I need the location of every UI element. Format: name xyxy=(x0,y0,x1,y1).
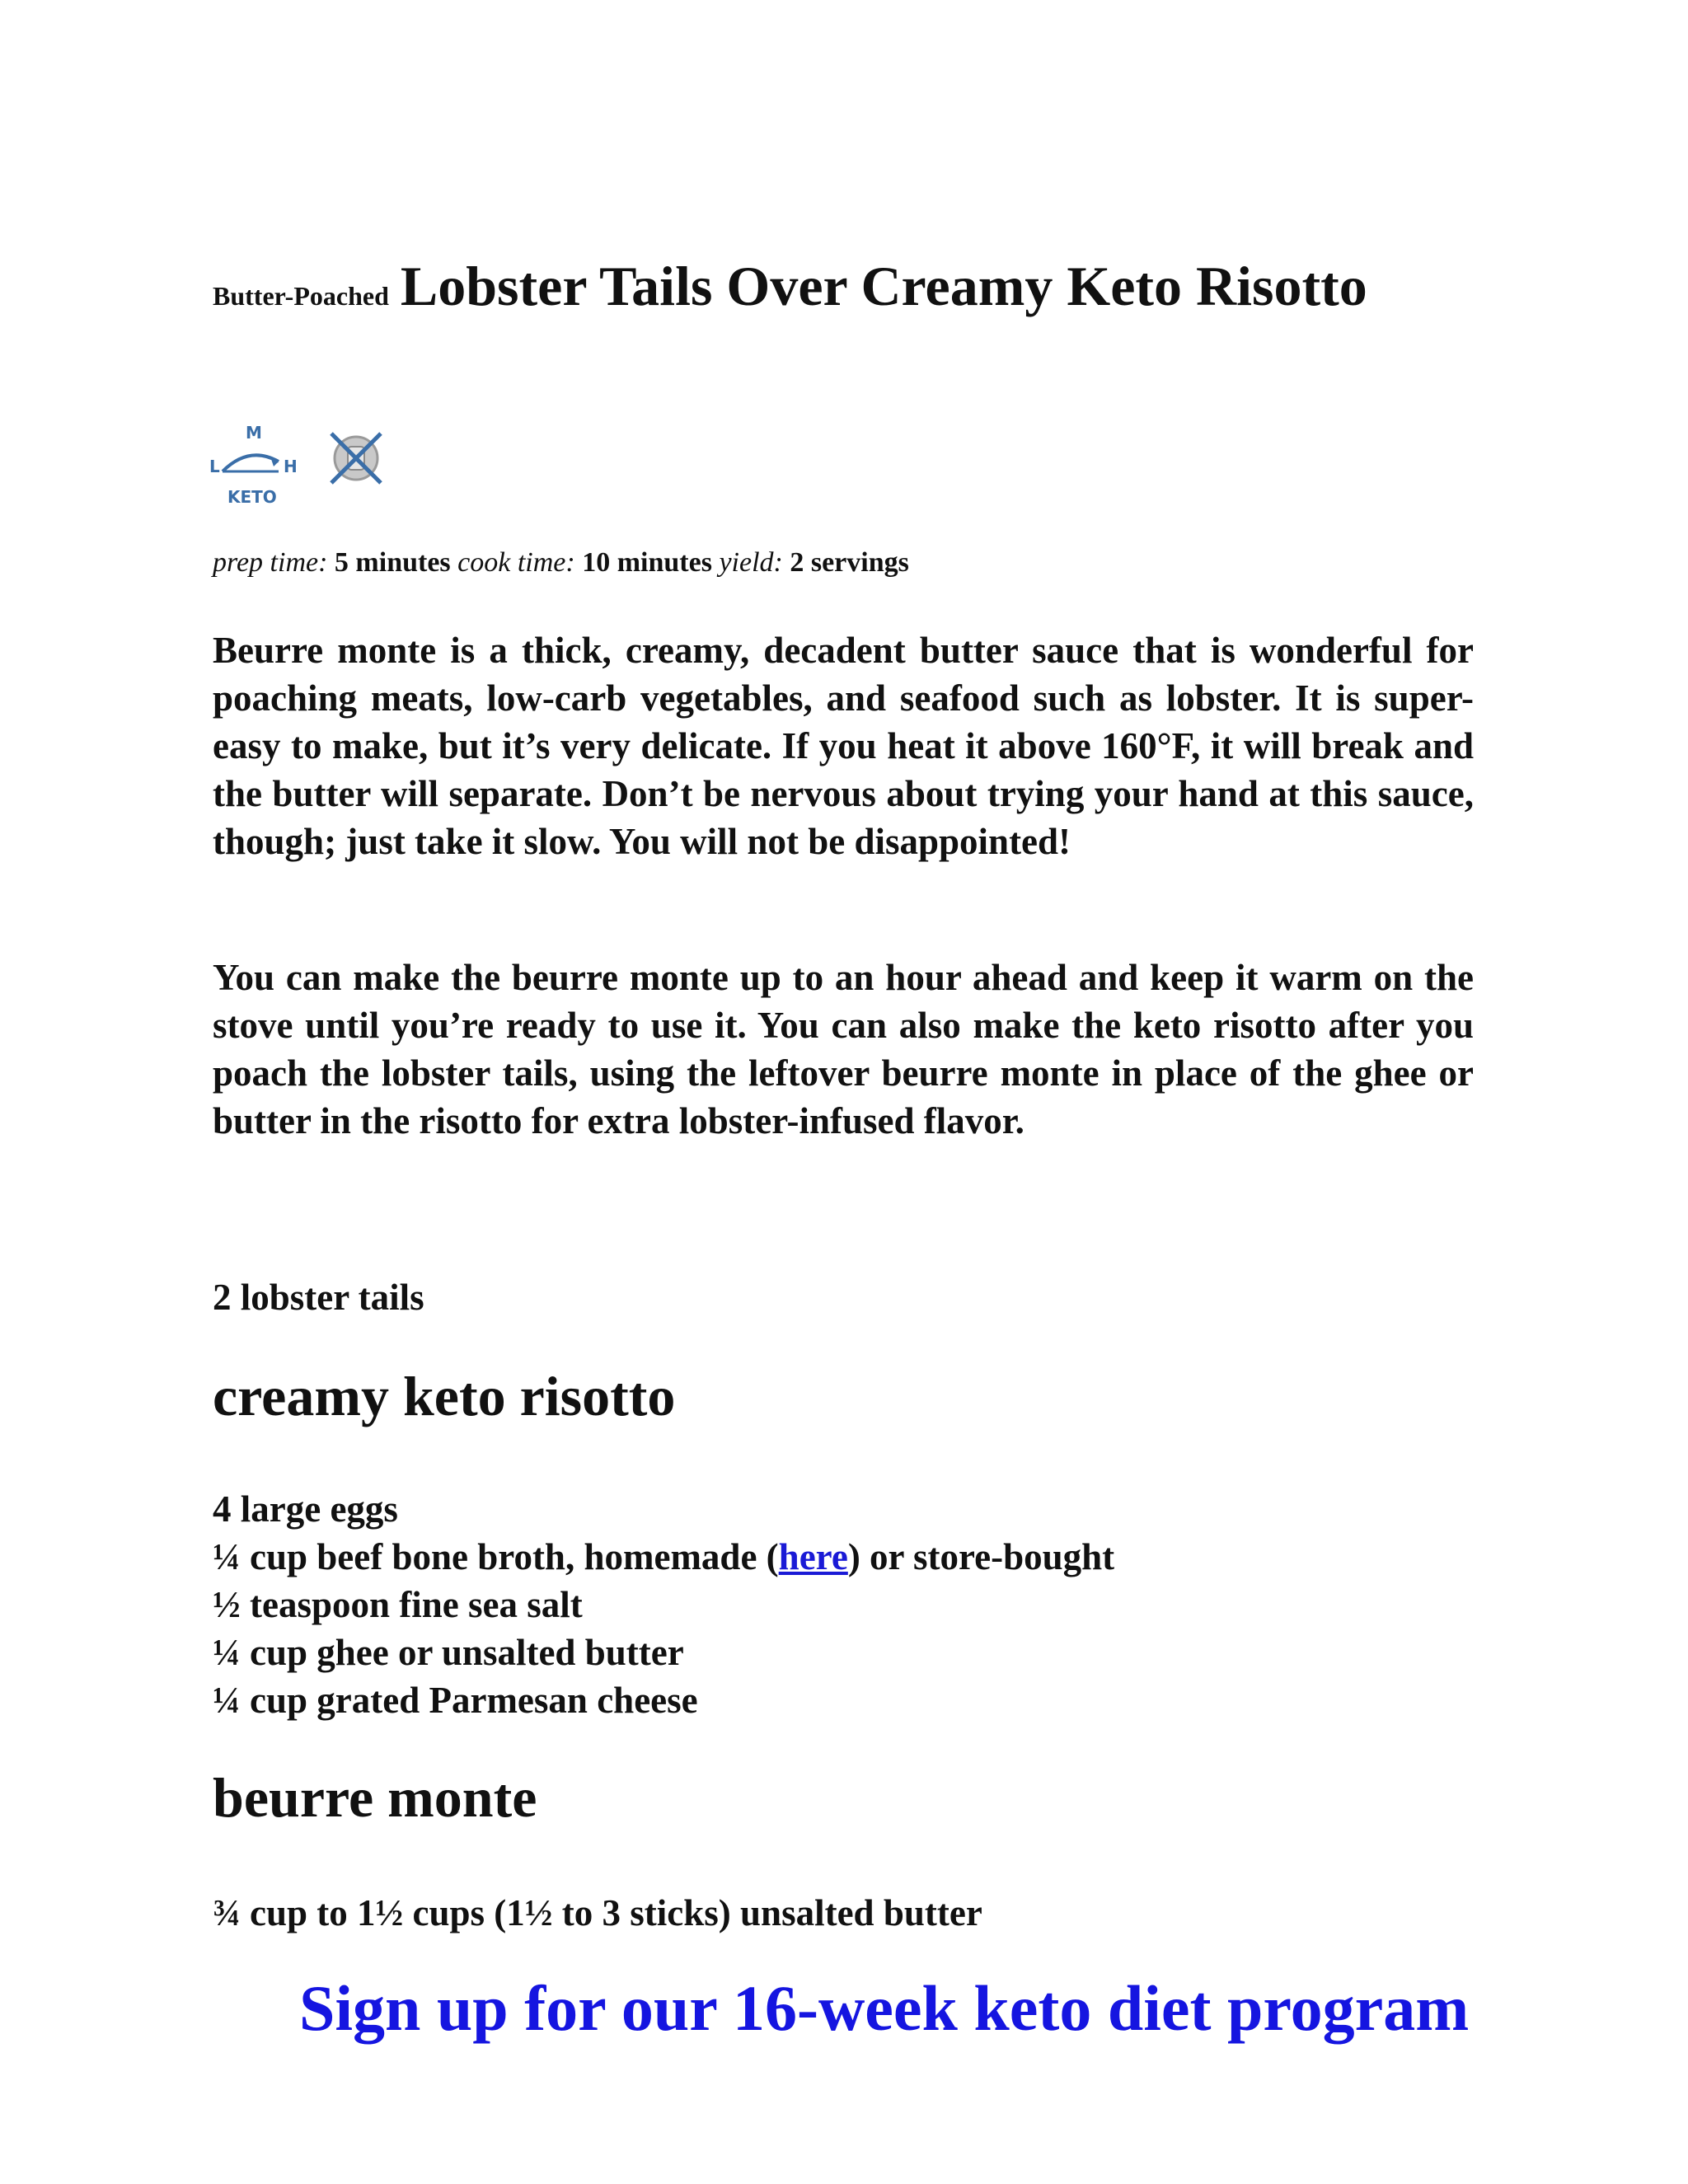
intro-paragraph: You can make the beurre monte up to an hour ahead and keep it warm on the stove until you’re ready to use it. You can also make the keto risotto after you poach the lobster tails, using the leftover beurre monte in place of the ghee or butter in the risotto for extra lobster-infused flavor. xyxy=(213,957,1474,1141)
beurre-ingredient: ¾ cup to 1½ cups (1½ to 3 sticks) unsalted butter xyxy=(213,1892,982,1933)
list-item xyxy=(213,1533,1114,1581)
cook-value: 10 minutes xyxy=(582,547,712,578)
title-prefix: Butter-Poached xyxy=(213,281,389,311)
cook-label: cook time: xyxy=(457,547,575,578)
intro-paragraph: Beurre monte is a thick, creamy, decadent butter sauce that is wonderful for poaching meats, low-carb vegetables, and seafood such as lobster. It is super-easy to make, but it’s very delicate. If you heat it above 160°F, it will break and the butter will separate. Don’t be nervous about trying your hand at this sauce, though; just take it slow. You will not be disappointed! xyxy=(213,630,1474,862)
risotto-ingredient-list xyxy=(213,1485,1114,1724)
list-item: 4 large eggs xyxy=(213,1488,398,1530)
list-item: ½ teaspoon fine sea salt xyxy=(213,1584,583,1625)
ingredient-text: ) or store-bought xyxy=(847,1536,1115,1577)
risotto-heading: creamy keto risotto xyxy=(213,1365,676,1427)
prep-label: prep time: xyxy=(213,547,328,578)
yield-value: 2 servings xyxy=(790,547,909,578)
ingredient-text: ¼ cup beef bone broth, homemade ( xyxy=(213,1536,779,1577)
main-ingredient: 2 lobster tails xyxy=(213,1277,424,1318)
signup-link[interactable]: Sign up for our 16-week keto diet program xyxy=(299,1972,1470,2044)
title-main: Lobster Tails Over Creamy Keto Risotto xyxy=(400,255,1367,317)
dairy-free-icon xyxy=(323,425,389,491)
meter-caption: KETO xyxy=(227,487,277,507)
beurre-monte-heading: beurre monte xyxy=(213,1766,537,1829)
yield-label: yield: xyxy=(719,547,783,578)
recipe-title xyxy=(213,254,1367,319)
meter-label-mid: M xyxy=(246,423,262,443)
list-item: ¼ cup grated Parmesan cheese xyxy=(213,1680,698,1721)
meter-label-low: L xyxy=(209,457,220,476)
prep-value: 5 minutes xyxy=(334,547,451,578)
recipe-meta xyxy=(213,547,909,579)
meter-label-high: H xyxy=(284,457,298,476)
list-item: ¼ cup ghee or unsalted butter xyxy=(213,1632,684,1673)
bone-broth-link[interactable]: here xyxy=(778,1536,848,1577)
